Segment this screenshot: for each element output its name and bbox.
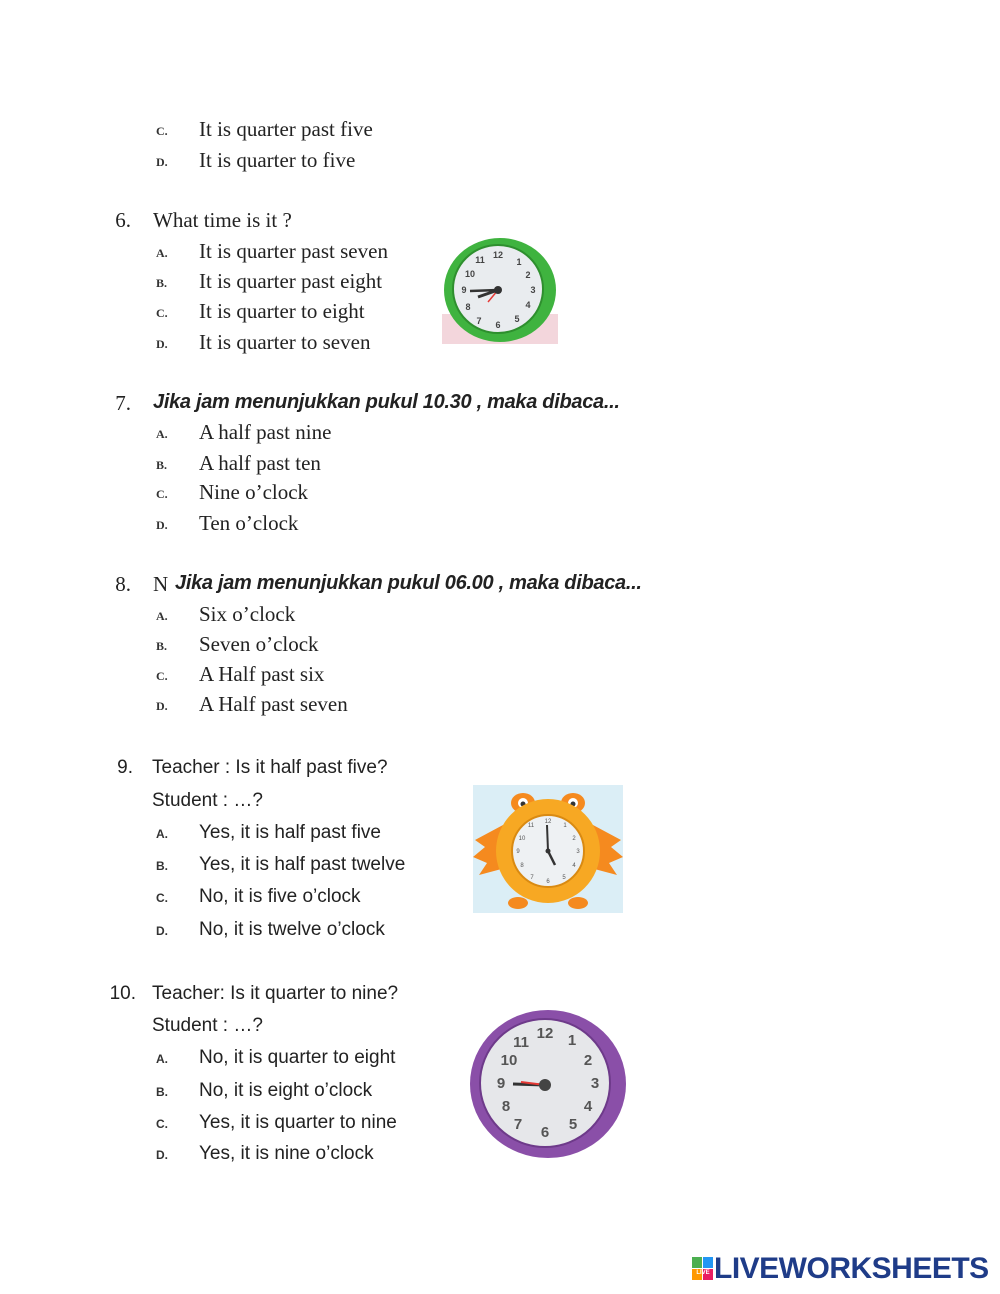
clock-number: 4 (583, 1098, 593, 1115)
minute-hand (547, 825, 548, 851)
option-letter: C. (156, 1117, 168, 1131)
clock-number: 11 (527, 823, 535, 829)
question-number: 6. (115, 208, 131, 232)
clock-number: 8 (465, 302, 471, 312)
clock-number: 7 (476, 316, 482, 326)
logo-text: LIVEWORKSHEETS (714, 1252, 989, 1285)
clock-center (546, 849, 551, 854)
option-letter: D. (156, 155, 168, 169)
option-letter: A. (156, 1052, 168, 1066)
question-number: 9. (117, 757, 133, 778)
liveworksheets-logo[interactable] (692, 1252, 989, 1286)
option-text[interactable]: A Half past seven (199, 692, 348, 716)
option-letter: D. (156, 337, 168, 351)
clock-number: 4 (525, 300, 531, 310)
clock-number: 7 (530, 875, 534, 881)
option-text[interactable]: No, it is five o’clock (199, 886, 361, 907)
clock-number: 9 (461, 285, 467, 295)
option-text[interactable]: It is quarter to seven (199, 330, 371, 354)
logo-badge-text: LIVE (696, 1270, 710, 1276)
clock-number: 2 (572, 836, 576, 842)
option-text[interactable]: It is quarter to five (199, 148, 356, 172)
clock-number: 12 (536, 1025, 554, 1042)
option-text[interactable]: It is quarter past five (199, 117, 373, 141)
student-line: Student : …? (152, 1015, 263, 1036)
clock-number: 11 (513, 1034, 529, 1051)
owl-right-foot (568, 897, 588, 909)
option-letter: A. (156, 246, 168, 260)
clock-center (494, 286, 502, 294)
teacher-line: Teacher: Is it quarter to nine? (152, 983, 399, 1004)
clock-number: 2 (525, 270, 531, 280)
option-letter: A. (156, 609, 168, 623)
clock-number: 12 (492, 250, 504, 260)
clock-number: 10 (500, 1052, 518, 1069)
owl-clock-image (473, 785, 623, 913)
option-text[interactable]: Yes, it is quarter to nine (199, 1112, 397, 1133)
option-letter: A. (156, 827, 168, 841)
option-text[interactable]: A half past nine (199, 420, 332, 444)
question-number: 8. (115, 572, 131, 596)
green-clock-image (442, 236, 558, 344)
question-text: Jika jam menunjukkan pukul 06.00 , maka dibaca... (175, 572, 642, 594)
option-text[interactable]: Nine o’clock (199, 480, 309, 504)
clock-number: 3 (576, 849, 580, 855)
teacher-line: Teacher : Is it half past five? (152, 757, 388, 778)
owl-left-foot (508, 897, 528, 909)
clock-number: 6 (546, 879, 550, 885)
option-text[interactable]: Ten o’clock (199, 511, 299, 535)
option-letter: B. (156, 276, 168, 290)
option-text[interactable]: A Half past six (199, 662, 325, 686)
option-text[interactable]: It is quarter to eight (199, 299, 365, 323)
option-text[interactable]: Seven o’clock (199, 632, 319, 656)
option-text[interactable]: Yes, it is half past five (199, 822, 382, 843)
option-letter: D. (156, 699, 168, 713)
option-letter: C. (156, 306, 168, 320)
option-text[interactable]: Yes, it is half past twelve (199, 854, 406, 875)
option-letter: C. (156, 669, 168, 683)
option-text[interactable]: No, it is eight o’clock (199, 1080, 373, 1101)
student-line: Student : …? (152, 790, 263, 811)
option-text[interactable]: A half past ten (199, 451, 321, 475)
clock-number: 8 (520, 863, 524, 869)
option-letter: B. (156, 1085, 168, 1099)
clock-number: 11 (475, 255, 485, 265)
option-letter: B. (156, 859, 168, 873)
option-letter: D. (156, 924, 168, 938)
option-letter: C. (156, 891, 168, 905)
option-letter: B. (156, 458, 168, 472)
clock-number: 10 (464, 269, 476, 279)
option-text[interactable]: Six o’clock (199, 602, 296, 626)
option-letter: C. (156, 124, 168, 138)
clock-number: 9 (496, 1075, 506, 1092)
clock-number: 2 (583, 1052, 593, 1069)
clock-number: 3 (590, 1075, 600, 1092)
clock-number: 5 (562, 875, 566, 881)
clock-center (539, 1079, 551, 1091)
option-letter: D. (156, 518, 168, 532)
option-letter: C. (156, 487, 168, 501)
clock-number: 1 (567, 1032, 577, 1049)
clock-number: 6 (540, 1124, 550, 1141)
option-text[interactable]: It is quarter past eight (199, 269, 383, 293)
clock-number: 6 (495, 320, 501, 330)
question-text: What time is it ? (153, 208, 292, 232)
clock-number: 7 (513, 1116, 523, 1133)
clock-number: 8 (501, 1098, 511, 1115)
option-text[interactable]: No, it is twelve o’clock (199, 919, 385, 940)
question-prefix: N (153, 572, 169, 596)
option-letter: B. (156, 639, 168, 653)
clock-number: 10 (518, 836, 526, 842)
question-text: Jika jam menunjukkan pukul 10.30 , maka dibaca... (153, 391, 620, 413)
clock-number: 3 (530, 285, 536, 295)
clock-number: 4 (572, 863, 576, 869)
clock-number: 5 (514, 314, 520, 324)
clock-number: 5 (568, 1116, 578, 1133)
clock-number: 9 (516, 849, 520, 855)
purple-clock-image (469, 1009, 627, 1159)
clock-number: 1 (516, 257, 522, 267)
option-letter: A. (156, 427, 168, 441)
option-text[interactable]: Yes, it is nine o’clock (199, 1143, 374, 1164)
option-letter: D. (156, 1148, 168, 1162)
question-number: 7. (115, 391, 131, 415)
option-text[interactable]: No, it is quarter to eight (199, 1047, 396, 1068)
clock-number: 1 (563, 823, 567, 829)
logo-badge-icon (692, 1257, 714, 1281)
clock-number: 12 (544, 819, 552, 825)
question-number: 10. (109, 983, 136, 1004)
option-text[interactable]: It is quarter past seven (199, 239, 388, 263)
